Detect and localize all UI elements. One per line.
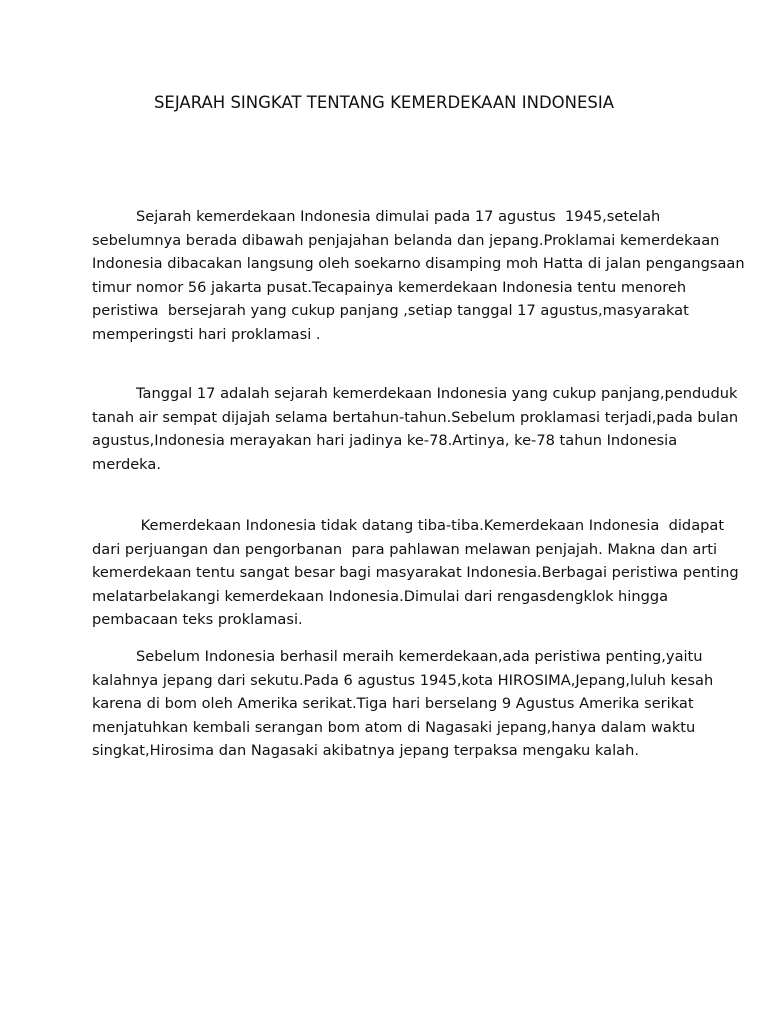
paragraph-line: peristiwa bersejarah yang cukup panjang ,setiap tanggal 17 agustus,masyarakat [92,302,689,320]
paragraph-line: dari perjuangan dan pengorbanan para pahlawan melawan penjajah. Makna dan arti [92,540,718,558]
paragraph-line: timur nomor 56 jakarta pusat.Tecapainya kemerdekaan Indonesia tentu menoreh [92,278,687,296]
paragraph-line: merdeka. [92,455,161,473]
paragraph-line: Kemerdekaan Indonesia tidak datang tiba-tiba.Kemerdekaan Indonesia didapat [136,517,725,534]
paragraph-line: tanah air sempat dijajah selama bertahun-tahun.Sebelum proklamasi terjadi,pada bulan [92,408,739,426]
paragraph-line: Sebelum Indonesia berhasil meraih kemerdekaan,ada peristiwa penting,yaitu [136,648,703,665]
document-title: SEJARAH SINGKAT TENTANG KEMERDEKAAN INDONESIA [153,93,615,112]
paragraph-3 [92,514,739,632]
paragraph-line: Indonesia dibacakan langsung oleh soekarno disamping moh Hatta di jalan pengangsaan [92,255,745,273]
paragraph-line: kalahnya jepang dari sekutu.Pada 6 agustus 1945,kota HIROSIMA,Jepang,luluh kesah [92,671,714,689]
paragraph-line: kemerdekaan tentu sangat besar bagi masyarakat Indonesia.Berbagai peristiwa penting [92,564,739,582]
paragraph-line: singkat,Hirosima dan Nagasaki akibatnya jepang terpaksa mengaku kalah. [92,742,639,760]
paragraph-4 [92,645,714,763]
paragraph-line: agustus,Indonesia merayakan hari jadinya ke-78.Artinya, ke-78 tahun Indonesia [92,432,678,450]
paragraph-line: melatarbelakangi kemerdekaan Indonesia.Dimulai dari rengasdengklok hingga [92,587,669,605]
paragraph-line: Tanggal 17 adalah sejarah kemerdekaan Indonesia yang cukup panjang,penduduk [136,385,738,402]
paragraph-line: memperingsti hari proklamasi . [92,325,321,343]
paragraph-line: menjatuhkan kembali serangan bom atom di Nagasaki jepang,hanya dalam waktu [92,718,696,736]
paragraph-line: Sejarah kemerdekaan Indonesia dimulai pada 17 agustus 1945,setelah [136,208,661,225]
paragraph-line: karena di bom oleh Amerika serikat.Tiga hari berselang 9 Agustus Amerika serikat [92,695,694,713]
paragraph-1 [92,205,745,347]
paragraph-line: sebelumnya berada dibawah penjajahan belanda dan jepang.Proklamai kemerdekaan [92,231,720,249]
paragraph-line: pembacaan teks proklamasi. [92,611,303,629]
paragraph-2 [92,382,739,476]
